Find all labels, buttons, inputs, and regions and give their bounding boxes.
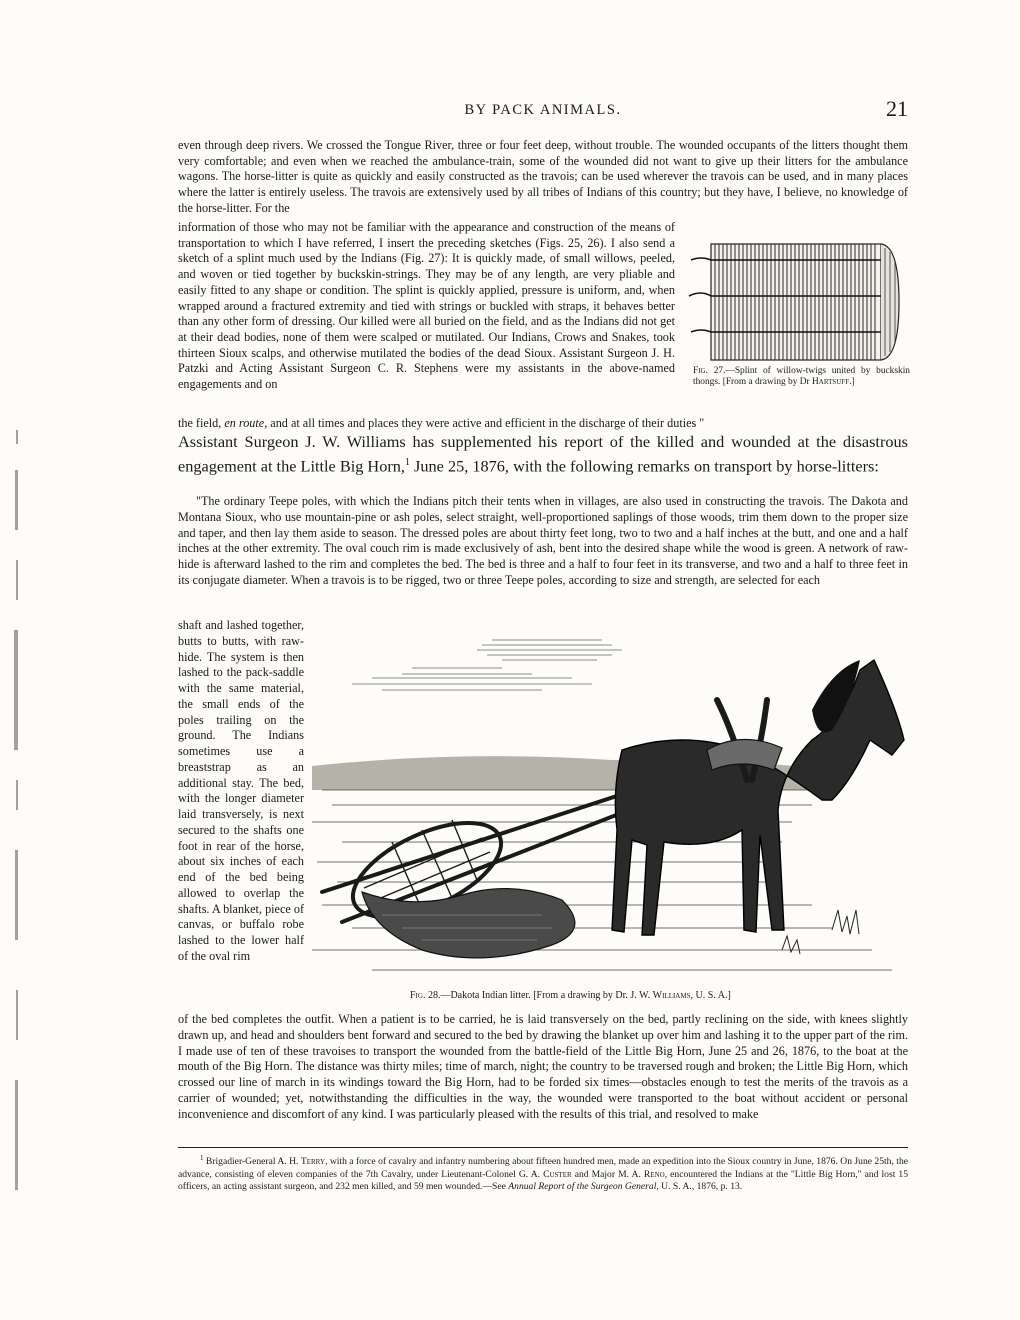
footnote-part-5: U. S. A., 1876, p. 13. xyxy=(658,1181,743,1192)
footnote-ref-1[interactable]: 1 xyxy=(404,456,410,468)
narrow-column-text: shaft and lashed together, butts to butts, with raw-hide. The system is then lashed to the pack-saddle with the same material, the small ends of the poles trailing on the ground. The Indians sometimes use a breaststrap as an additional stay. The bed, with the longer diameter laid transversely, is next secured to the shafts one foot in rear of the horse, about six inches of each end of the bed being allowed to overlap the shafts. A blanket, piece of canvas, or buffalo robe lashed to the lower half of the oval rim xyxy=(178,618,304,963)
footnote-text xyxy=(178,1152,908,1193)
figure-28-label: Fig. 28. xyxy=(410,990,441,1001)
figure-27-caption-text: —Splint of willow-twigs united by buckskin thongs. [From a drawing by Dr xyxy=(693,366,910,387)
running-title: BY PACK ANIMALS. xyxy=(464,102,622,118)
figure-28-caption-name: Williams xyxy=(652,990,691,1001)
intro-last-line-start: the field, xyxy=(178,416,225,430)
intro-wrapped-lines: information of those who may not be familiar with the appearance and construction of the means of transportation to which I have referred, I insert the preceding sketches (Figs. 25, 26). I also send a sketch of a splint much used by the Indians (Fig. 27): It is quickly made, of small willows, peeled, and woven or tied together by buckskin-strings. They may be of any length, are very pliable and easily fitted to any shape or condition. The splint is quickly applied, pressure is uniform, and, when wrapped around a fractured extremity and tied with strings or buckled with straps, it behaves better than any other form of dressing. Our killed were all buried on the field, and as the Indians did not get at their dead bodies, none of them were scalped or mutilated. Our Indians, Crows and Snakes, took thirteen Sioux scalps, and otherwise mutilated the bodies of the dead Sioux. Assistant Surgeon J. H. Patzki and Acting Assistant Surgeon C. R. Stephens were my assistants in the above-named engagements and on xyxy=(178,220,675,392)
intro-paragraph-full-width xyxy=(178,138,908,217)
footnote-part-4: , encountered the Indians at the "Little Big Horn," and lost 15 officers, an acting assistant surgeon, and 232 men killed, and 59 men wounded.—See xyxy=(178,1168,909,1192)
willow-splint-illustration xyxy=(685,236,910,364)
narrow-column xyxy=(178,618,304,965)
footnote-part-1: Brigadier-General A. H. xyxy=(203,1156,301,1168)
intro-last-line-text xyxy=(178,416,908,432)
figure-27-caption-name: Hartsuff xyxy=(812,377,850,387)
quote-text: "The ordinary Teepe poles, with which the Indians pitch their tents when in villages, are also used in constructing the travois. The Dakota and Montana Sioux, who use mountain-pine or ash poles, select straight, well-proportioned saplings of those woods, trim them down to the proper size and taper, and then lay them aside to season. The dressed poles are about thirty feet long, two to two and a half inches at the butt, and one and a half inches at the other extremity. The oval couch rim is made exclusively of ash, bent into the desired shape while the wood is green. A network of raw-hide is afterward lashed to the rim and completes the bed. The bed is three and a half to four feet in its transverse, and two and a half to three feet in its conjugate diameter. When a travois is to be rigged, two or three Teepe poles, according to size and strength, are selected for each xyxy=(178,494,908,587)
footnote-name-terry: Terry xyxy=(300,1156,326,1168)
intro-last-line-end: and at all times and places they were active and efficient in the discharge of their duties " xyxy=(267,416,705,430)
footnote-divider xyxy=(178,1147,908,1148)
footnote-source-title: Annual Report of the Surgeon General, xyxy=(508,1181,659,1192)
quote-paragraph xyxy=(178,494,908,589)
footnote-name-reno: Reno xyxy=(643,1168,665,1180)
surgeon-paragraph-text xyxy=(178,432,908,476)
dakota-litter-engraving xyxy=(312,630,912,990)
page-header xyxy=(178,98,908,124)
footnote-part-2: , with a force of cavalry and infantry numbering about fifteen hundred men, made an expedition into the Sioux country in June, 1876. On June 25th, the advance, consisting of eleven companies of the 7th Cavalry, under Lieutenant-Colonel G. A. xyxy=(178,1156,908,1180)
closing-paragraph-text: of the bed completes the outfit. When a patient is to be carried, he is laid transversely on the bed, partly reclining on the side, with knees slightly drawn up, and head and shoulders bent forward and secured to the bed by drawing the blanket up over him and lashing it to the upper part of the rim. I made use of ten of these travoises to transport the wounded from the battle-field of the Little Big Horn, June 25 and 26, 1876, to the boat at the mouth of the Big Horn. The distance was thirty miles; time of march, night; the country to be traversed rough and broken; the Little Big Horn, which crossed our line of march in its windings toward the Big Horn, had to be forded six times—obstacles enough to test the merits of the travois as a carrier of wounded; yet, notwithstanding the difficulties in the way, the wounded were transported to the boat without accident or personal inconvenience and discomfort of any kind. I was particularly pleased with the results of this trial, and resolved to make xyxy=(178,1012,908,1121)
footnote-name-custer: Custer xyxy=(543,1168,572,1180)
footnote-marker: 1 xyxy=(200,1154,204,1162)
scan-margin-shadow xyxy=(0,430,36,1250)
surgeon-text-before: Assistant Surgeon J. W. Williams has supplemented his report of the killed and wounded at the disastrous engagement at the Little Big Horn, xyxy=(178,432,908,475)
figure-27-label: Fig. 27. xyxy=(693,366,726,376)
figure-27-splint xyxy=(685,236,910,388)
footnote-part-3: and Major M. A. xyxy=(571,1168,644,1180)
figure-27-caption xyxy=(693,366,910,388)
intro-last-line xyxy=(178,416,908,432)
figure-28-caption-end: , U. S. A.] xyxy=(690,990,731,1001)
figure-28-caption xyxy=(410,990,731,1001)
footnote xyxy=(178,1152,908,1193)
figure-27-caption-end: .] xyxy=(849,377,855,387)
en-route-italic: en route, xyxy=(224,416,268,430)
page-number: 21 xyxy=(886,96,908,121)
surgeon-williams-paragraph xyxy=(178,432,908,476)
figure-28-dakota-litter xyxy=(312,630,912,990)
intro-full-lines: even through deep rivers. We crossed the Tongue River, three or four feet deep, without trouble. The wounded occupants of the litters thought them very comfortable; and even when we reached the ambulance-train, some of the wounded did not want to give up their litters for the ambulance wagons. The horse-litter is quite as quickly and easily constructed as the travois; can be used wherever the travois can be used, and in many places where the latter is entirely useless. The travois are extensively used by all tribes of Indians of this country; but they have, I believe, no knowledge of the horse-litter. For the xyxy=(178,138,908,215)
intro-paragraph-wrapped xyxy=(178,220,675,393)
figure-28-caption-text: —Dakota Indian litter. [From a drawing by Dr. J. W. xyxy=(440,990,653,1001)
closing-paragraph xyxy=(178,1012,908,1122)
surgeon-text-after: June 25, 1876, with the following remarks on transport by horse-litters: xyxy=(409,455,879,475)
